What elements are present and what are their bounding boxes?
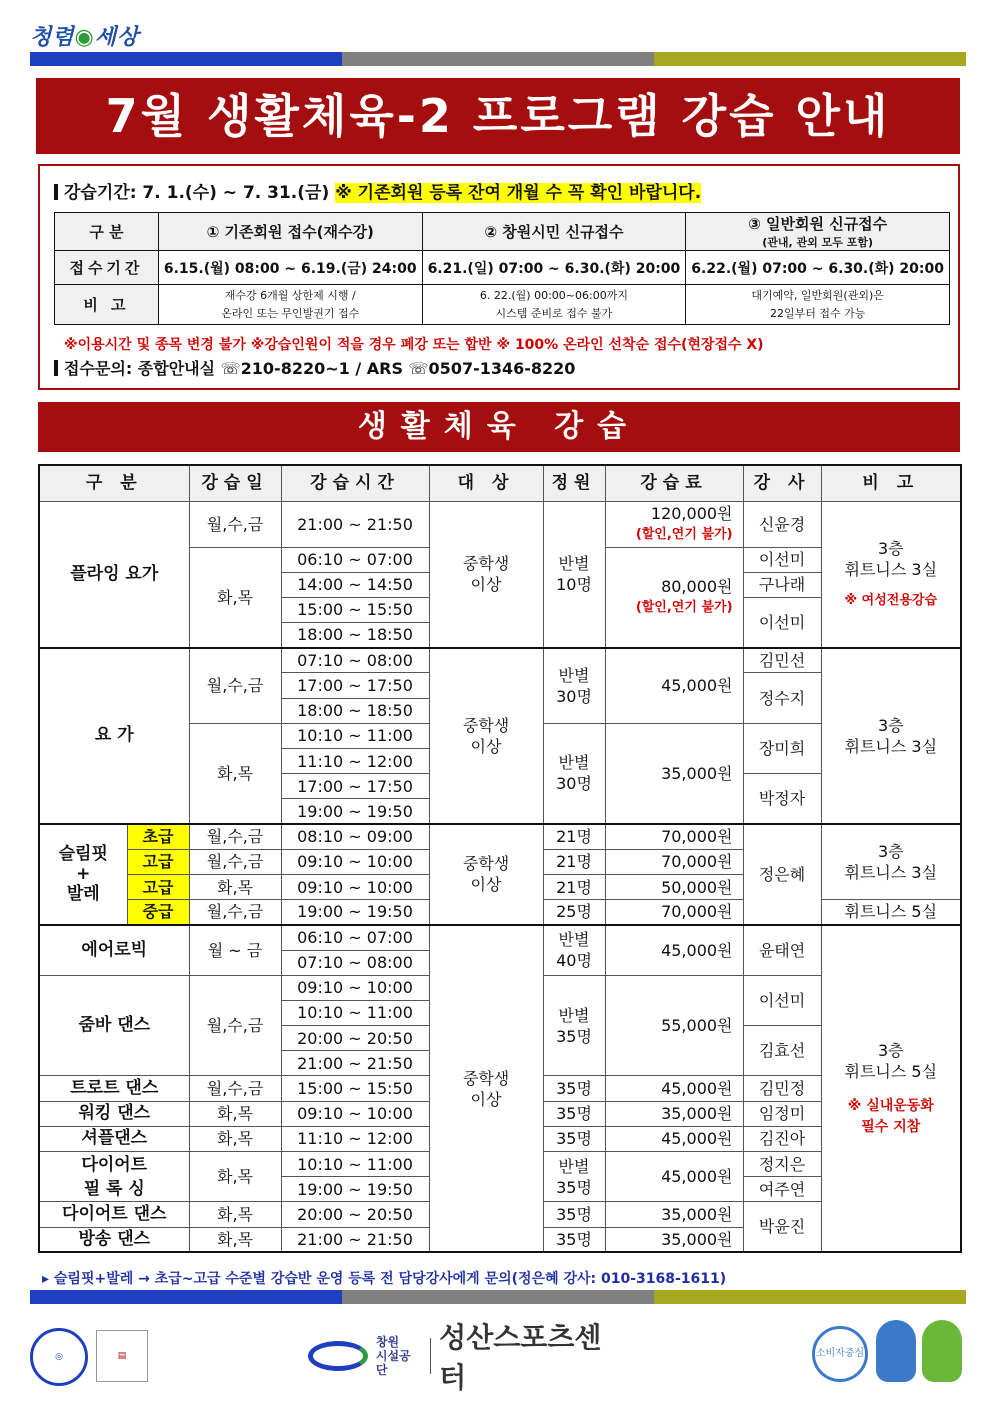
period-line	[54, 178, 701, 203]
flying-capacity: 반별 10명	[543, 501, 605, 648]
slim-days: 월,수,금	[189, 900, 281, 925]
program-flying-yoga: 플라잉 요가	[39, 501, 189, 648]
zumba-instructor: 이선미	[743, 975, 821, 1025]
slim-capacity: 21명	[543, 874, 605, 899]
reg-header-citizen: ② 창원시민 신규접수	[422, 213, 686, 251]
dietdance-time: 20:00 ~ 20:50	[281, 1202, 429, 1227]
slim-note-2: 휘트니스 5실	[821, 900, 961, 925]
slim-capacity: 21명	[543, 849, 605, 874]
shuffle-instructor: 김진아	[743, 1126, 821, 1151]
program-aerobic: 에어로빅	[39, 925, 189, 975]
yoga-capacity-1: 반별 30명	[543, 648, 605, 724]
broadcast-fee: 35,000원	[605, 1227, 743, 1252]
program-yoga: 요 가	[39, 648, 189, 824]
human-rights-seal-icon: ◎	[30, 1328, 88, 1386]
flying-time: 14:00 ~ 14:50	[281, 572, 429, 597]
slim-time: 09:10 ~ 10:00	[281, 874, 429, 899]
dietpil-fee: 45,000원	[605, 1152, 743, 1202]
program-slimfit-ballet: 슬림핏 + 발레	[39, 824, 127, 925]
slim-fee: 70,000원	[605, 824, 743, 849]
program-zumba: 줌바 댄스	[39, 975, 189, 1076]
flying-instructor: 이선미	[743, 547, 821, 572]
zumba-time: 20:00 ~ 20:50	[281, 1026, 429, 1051]
logo-circle-icon: ◉	[74, 25, 95, 50]
aero-instructor: 윤태연	[743, 925, 821, 975]
shuffle-capacity: 35명	[543, 1126, 605, 1151]
sports-center-name: 성산스포츠센터	[439, 1321, 602, 1394]
shuffle-time: 11:10 ~ 12:00	[281, 1126, 429, 1151]
yoga-target: 중학생 이상	[429, 648, 543, 824]
dietpil-instructor: 정지은	[743, 1152, 821, 1177]
yoga-time: 11:10 ~ 12:00	[281, 749, 429, 774]
org-emblem-icon	[308, 1341, 368, 1371]
slim-fee: 50,000원	[605, 874, 743, 899]
level-badge: 고급	[127, 874, 189, 899]
period-note: ※ 기존회원 등록 잔여 개월 수 꼭 확인 바랍니다.	[335, 183, 702, 203]
slim-fee: 70,000원	[605, 900, 743, 925]
reg-period-citizen: 6.21.(일) 07:00 ~ 6.30.(화) 20:00	[422, 251, 686, 285]
flying-fee-2: 80,000원 (할인,연기 불가)	[605, 547, 743, 648]
reg-period-general: 6.22.(월) 07:00 ~ 6.30.(화) 20:00	[686, 251, 950, 285]
reg-header-existing: ① 기존회원 접수(재수강)	[158, 213, 422, 251]
level-badge: 고급	[127, 849, 189, 874]
yoga-note: 3층 휘트니스 3실	[821, 648, 961, 824]
shuffle-fee: 45,000원	[605, 1126, 743, 1151]
header-capacity: 정원	[543, 465, 605, 501]
page-title: 7월 생활체육-2 프로그램 강습 안내	[36, 78, 960, 154]
contact-line: 접수문의: 종합안내실 ☏210-8220~1 / ARS ☏0507-1346-8220	[54, 356, 575, 379]
header-category: 구 분	[39, 465, 189, 501]
certification-logo-icon: ▤	[96, 1330, 148, 1382]
top-color-bar	[30, 52, 966, 66]
walking-instructor: 임정미	[743, 1101, 821, 1126]
reg-header-label: 구 분	[55, 213, 159, 251]
header-target: 대 상	[429, 465, 543, 501]
yoga-time: 19:00 ~ 19:50	[281, 799, 429, 824]
yoga-instructor: 김민선	[743, 648, 821, 673]
dietpil-time: 19:00 ~ 19:50	[281, 1177, 429, 1202]
reg-note-label: 비 고	[55, 285, 159, 325]
schedule-table	[38, 464, 962, 1253]
zumba-fee: 55,000원	[605, 975, 743, 1076]
slim-note-1: 3층 휘트니스 3실	[821, 824, 961, 900]
program-trot-dance: 트로트 댄스	[39, 1076, 189, 1101]
lower-target: 중학생 이상	[429, 925, 543, 1252]
mascot-green-icon	[922, 1320, 962, 1382]
mascot-blue-icon	[876, 1320, 916, 1382]
reg-period-existing: 6.15.(월) 08:00 ~ 6.19.(금) 24:00	[158, 251, 422, 285]
trot-time: 15:00 ~ 15:50	[281, 1076, 429, 1101]
yoga-days-1: 월,수,금	[189, 648, 281, 724]
walking-days: 화,목	[189, 1101, 281, 1126]
yoga-time: 18:00 ~ 18:50	[281, 698, 429, 723]
reg-note-existing: 재수강 6개월 상한제 시행 / 온라인 또는 무인발권기 접수	[158, 285, 422, 325]
aero-fee: 45,000원	[605, 925, 743, 975]
aero-time: 06:10 ~ 07:00	[281, 925, 429, 950]
section-title: 생활체육 강습	[38, 402, 960, 452]
dietpil-days: 화,목	[189, 1152, 281, 1202]
aero-capacity: 반별 40명	[543, 925, 605, 975]
zumba-time: 10:10 ~ 11:00	[281, 1000, 429, 1025]
trot-capacity: 35명	[543, 1076, 605, 1101]
program-diet-dance: 다이어트 댄스	[39, 1202, 189, 1227]
header-note: 비 고	[821, 465, 961, 501]
broadcast-time: 21:00 ~ 21:50	[281, 1227, 429, 1252]
program-broadcast-dance: 방송 댄스	[39, 1227, 189, 1252]
center-logo: 창원 시설공단 성산스포츠센터	[308, 1336, 628, 1376]
dietdance-days: 화,목	[189, 1202, 281, 1227]
aero-days: 월 ~ 금	[189, 925, 281, 975]
top-logo	[30, 20, 139, 51]
flying-days-2: 화,목	[189, 547, 281, 648]
logo-text-b: 세상	[94, 25, 140, 50]
header-fee: 강습료	[605, 465, 743, 501]
slim-days: 월,수,금	[189, 849, 281, 874]
yoga-instructor: 장미희	[743, 723, 821, 773]
warning-text: ※이용시간 및 종목 변경 불가 ※강습인원이 적을 경우 폐강 또는 합반 ※ 100% 온라인 선착순 접수(현장접수 X)	[64, 337, 764, 353]
flying-instructor: 구나래	[743, 572, 821, 597]
broadcast-capacity: 35명	[543, 1227, 605, 1252]
zumba-time: 09:10 ~ 10:00	[281, 975, 429, 1000]
slim-capacity: 25명	[543, 900, 605, 925]
walking-time: 09:10 ~ 10:00	[281, 1101, 429, 1126]
dietpil-capacity: 반별 35명	[543, 1152, 605, 1202]
period-label: 강습기간: 7. 1.(수) ~ 7. 31.(금)	[64, 183, 330, 203]
broadcast-days: 화,목	[189, 1227, 281, 1252]
slim-time: 09:10 ~ 10:00	[281, 849, 429, 874]
flying-time: 15:00 ~ 15:50	[281, 597, 429, 622]
zumba-days: 월,수,금	[189, 975, 281, 1076]
slim-days: 화,목	[189, 874, 281, 899]
shuffle-days: 화,목	[189, 1126, 281, 1151]
flying-note: 3층 휘트니스 3실 ※ 여성전용강습	[821, 501, 961, 648]
bottom-color-bar	[30, 1290, 966, 1304]
reg-note-general: 대기예약, 일반회원(관외)은 22일부터 접수 가능	[686, 285, 950, 325]
yoga-time: 07:10 ~ 08:00	[281, 648, 429, 673]
header-instructor: 강 사	[743, 465, 821, 501]
program-shuffle-dance: 셔플댄스	[39, 1126, 189, 1151]
reg-period-label: 접수기간	[55, 251, 159, 285]
flying-instructor: 신윤경	[743, 501, 821, 547]
dietdance-capacity: 35명	[543, 1202, 605, 1227]
flying-target: 중학생 이상	[429, 501, 543, 648]
zumba-time: 21:00 ~ 21:50	[281, 1051, 429, 1076]
level-badge: 중급	[127, 900, 189, 925]
yoga-time: 17:00 ~ 17:50	[281, 673, 429, 698]
trot-fee: 45,000원	[605, 1076, 743, 1101]
slim-time: 19:00 ~ 19:50	[281, 900, 429, 925]
reg-note-citizen: 6. 22.(월) 00:00~06:00까지 시스템 준비로 접수 불가	[422, 285, 686, 325]
yoga-time: 17:00 ~ 17:50	[281, 774, 429, 799]
level-badge: 초급	[127, 824, 189, 849]
header-time: 강습시간	[281, 465, 429, 501]
logo-text-a: 청렴	[30, 25, 75, 50]
reg-header-general: ③ 일반회원 신규접수 (관내, 관외 모두 포함)	[686, 213, 950, 251]
slim-target: 중학생 이상	[429, 824, 543, 925]
flying-days-1: 월,수,금	[189, 501, 281, 547]
ccm-badge-icon: 소비자중심	[812, 1326, 868, 1382]
program-walking-dance: 워킹 댄스	[39, 1101, 189, 1126]
program-diet-piloxing: 다이어트 필 록 싱	[39, 1152, 189, 1202]
trot-days: 월,수,금	[189, 1076, 281, 1101]
yoga-fee-1: 45,000원	[605, 648, 743, 724]
flying-instructor: 이선미	[743, 597, 821, 647]
dietpil-instructor: 여주연	[743, 1177, 821, 1202]
flying-time: 06:10 ~ 07:00	[281, 547, 429, 572]
yoga-days-2: 화,목	[189, 723, 281, 824]
dietpil-time: 10:10 ~ 11:00	[281, 1152, 429, 1177]
flying-time: 21:00 ~ 21:50	[281, 501, 429, 547]
yoga-instructor: 정수지	[743, 673, 821, 723]
slim-time: 08:10 ~ 09:00	[281, 824, 429, 849]
slim-fee: 70,000원	[605, 849, 743, 874]
yoga-time: 10:10 ~ 11:00	[281, 723, 429, 748]
walking-capacity: 35명	[543, 1101, 605, 1126]
dietdance-fee: 35,000원	[605, 1202, 743, 1227]
lower-note: 3층 휘트니스 5실 ※ 실내운동화 필수 지참	[821, 925, 961, 1252]
walking-fee: 35,000원	[605, 1101, 743, 1126]
zumba-capacity: 반별 35명	[543, 975, 605, 1076]
slim-days: 월,수,금	[189, 824, 281, 849]
slim-instructor: 정은혜	[743, 824, 821, 925]
flying-fee-1: 120,000원 (할인,연기 불가)	[605, 501, 743, 547]
zumba-instructor: 김효선	[743, 1026, 821, 1076]
header-days: 강습일	[189, 465, 281, 501]
flying-time: 18:00 ~ 18:50	[281, 623, 429, 648]
trot-instructor: 김민정	[743, 1076, 821, 1101]
footnote: ▸ 슬림핏+발레 → 초급~고급 수준별 강습반 운영 등록 전 담당강사에게 문의(정은혜 강사: 010-3168-1611)	[42, 1271, 727, 1287]
yoga-capacity-2: 반별 30명	[543, 723, 605, 824]
notice-box	[38, 164, 960, 390]
yoga-instructor: 박정자	[743, 774, 821, 824]
registration-table	[54, 212, 950, 325]
aero-time: 07:10 ~ 08:00	[281, 950, 429, 975]
dance-instructor: 박윤진	[743, 1202, 821, 1252]
slim-capacity: 21명	[543, 824, 605, 849]
yoga-fee-2: 35,000원	[605, 723, 743, 824]
